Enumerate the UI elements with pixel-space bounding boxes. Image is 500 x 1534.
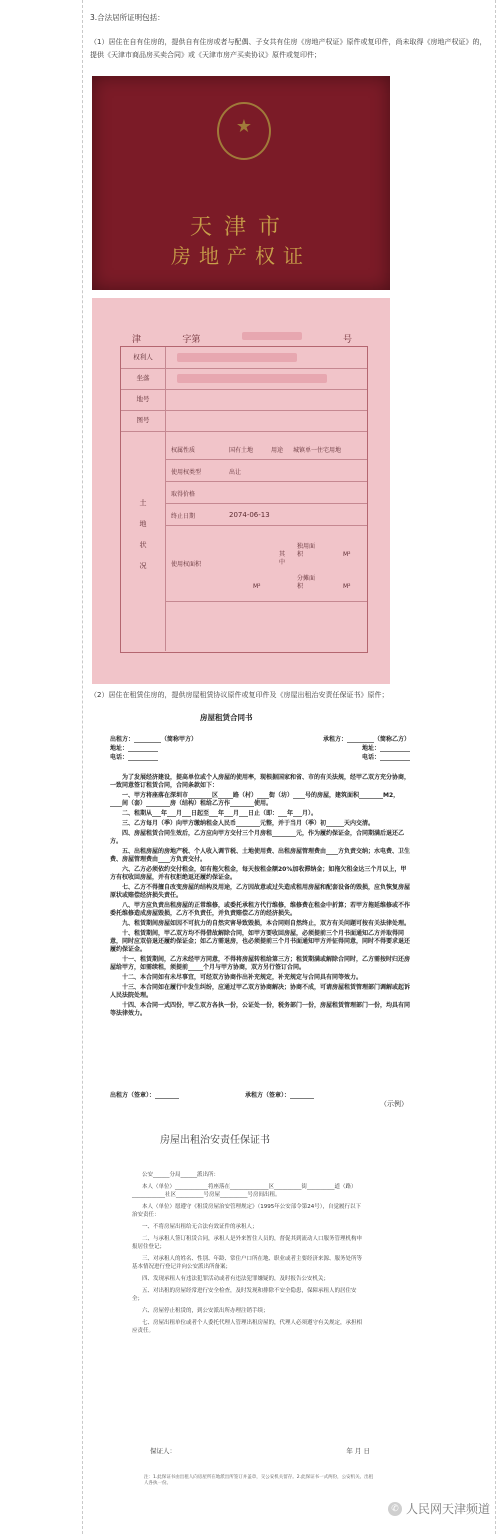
pledge-title: 房屋出租治安责任保证书: [160, 1135, 270, 1146]
guarantor-label: 保证人：: [150, 1447, 176, 1455]
divider: [165, 481, 367, 482]
clause: 九、租赁期间房屋如因不可抗力的自然灾害导致毁损，本合同则自然终止，双方有关问题可按有关法律处理。: [122, 920, 411, 927]
contract-title: 房屋租赁合同书: [200, 713, 253, 722]
pledge-paragraph: 本人（单位）____________将座落在______________区__________街__________道（路）____________社区__________号房屋__________号房间出租。: [132, 1184, 357, 1198]
label-owner: 权利人: [121, 347, 166, 368]
row-map: [121, 410, 367, 432]
national-emblem-icon: ★: [217, 102, 271, 160]
label-price: 取得价格: [171, 491, 196, 498]
section-title: 3.合法居所证明包括：: [90, 13, 165, 22]
redacted-owner: [177, 353, 297, 362]
label-of-which: 其中: [279, 551, 286, 566]
contract-preamble: 为了发展经济建设，提高单位或个人房屋的使用率，现根据国家和省、市的有关法规，经甲乙双方充分协商，一致同意签订租赁合同，合同条款如下：: [110, 774, 411, 789]
certificate-table: [120, 346, 368, 653]
pledge-paragraph: 七、房屋出租单位或者个人委托代理人管理出租房屋的，代理人必须遵守有关规定，承担相应责任。: [132, 1320, 363, 1334]
row-location: [121, 368, 367, 390]
pledge-paragraph: 一、不将房屋出租给无合法有效证件的承租人；: [142, 1224, 258, 1230]
property-certificate-cover-image: [92, 76, 390, 290]
pledge-paragraph: 三、对承租人的姓名、性别、年龄、常住户口所在地、职业或者主要经济来源、服务处所等基本情况进行登记并向公安派出所备案；: [132, 1256, 363, 1270]
divider: [165, 525, 367, 526]
clause: 十、租赁期间，甲乙双方均不得借故解除合同，如甲方要收回房屋，必须提前三个月书面通知乙方并取得同意，同时应双倍退还履约保证金；如乙方需退房，也必须提前三个月书面通知甲方并征得同意，同时不得要求退还履约保证金。: [110, 930, 411, 953]
contract-parties: [110, 736, 410, 763]
clause: 七、乙方不得擅自改变房屋的结构及用途，乙方因故意或过失造成租用房屋和配套设备的毁损，应负恢复房屋原状或赔偿经济损失责任。: [110, 884, 411, 899]
clause: 二、租期从___年___月___日起至___年___月___日止（即：___年___月）。: [122, 810, 318, 817]
sign-lessee: 承租方（签章）：________: [245, 1092, 315, 1099]
watermark-text: 人民网天津频道: [405, 1502, 490, 1516]
lessee-phone: 电话：__________: [361, 754, 410, 761]
value-nature: 国有土地: [229, 447, 254, 454]
clause: 一、甲方将座落在深圳市________区_____路（村）____街（坊）____号的房屋，建筑面积________M2，____间（套）________房（结构）租给乙方作________使用。: [110, 792, 400, 807]
contract-clauses: [110, 774, 410, 1020]
label-type: 使用权类型: [171, 469, 202, 476]
unit-shared: M²: [343, 583, 351, 590]
sign-lessor: 出租方（签章）：________: [110, 1092, 180, 1099]
lessor-address: 地址：__________: [110, 745, 159, 752]
clause: 十一、租赁期间，乙方未经甲方同意，不得将房屋转租给第三方；租赁期满或解除合同时，乙方需按时归还房屋给甲方，如需续租，须提前_____个月与甲方协商，双方另行签订合同。: [110, 956, 411, 971]
contract-signatures: [110, 1092, 420, 1100]
clause: 六、乙方必须依约交付租金，如有拖欠租金，每天按租金额20%加收滞纳金；如拖欠租金达三个月以上，甲方有权收回房屋，并有权拒绝返还履约保证金。: [110, 866, 407, 881]
pledge-paragraph: 二、与承租人签订租赁合同，承租人是外来暂住人员的，督促其到流动人口服务管理机构申报居住登记；: [132, 1236, 363, 1250]
value-end-date: 2074-06-13: [229, 511, 270, 519]
pledge-paragraph: 公安______分局______派出所：: [142, 1172, 220, 1178]
redacted-number: [242, 332, 302, 340]
row-owner: [121, 347, 367, 369]
pledge-paragraph: 六、房屋停止租赁的，到公安派出所办理注销手续；: [142, 1308, 269, 1314]
label-use: 用途: [271, 447, 284, 454]
owned-housing-paragraph: （1）居住在自有住房的，提供自有住房或者与配偶、子女共有住房《房地产权证》原件或复印件，尚未取得《房地产权证》的，提供《天津市商品房买卖合同》或《天津市房产买卖协议》原件或复印件；: [90, 38, 487, 59]
clause: 三、乙方每月（季）向甲方缴纳租金人民币________元整，并于当月（季）初______天内交清。: [122, 820, 375, 827]
rental-housing-paragraph: （2）居住在租赁住房的，提供房屋租赁协议原件或复印件及《房屋出租治安责任保证书》原件；: [90, 691, 389, 699]
label-shared-area: 分摊面积: [297, 575, 316, 590]
example-note: （示例）: [380, 1100, 408, 1108]
lessor-phone: 电话：__________: [110, 754, 159, 761]
pledge-date: 年 月 日: [346, 1447, 370, 1455]
label-area: 使用权面积: [171, 561, 202, 568]
property-certificate-page-image: [92, 298, 390, 684]
value-type: 出让: [229, 469, 242, 476]
unit-exclusive: M²: [343, 551, 351, 558]
label-end-date: 终止日期: [171, 513, 196, 520]
pledge-signature: [150, 1447, 370, 1455]
clause: 十三、本合同如在履行中发生纠纷，应通过甲乙双方协商解决；协商不成，可请房屋租赁管理部门调解或起诉人民法院处理。: [110, 984, 411, 999]
wechat-icon: ✆: [388, 1502, 402, 1516]
rental-contract-image: [90, 708, 416, 1108]
cover-title-text: 房地产权证: [171, 244, 311, 268]
cover-city-text: 天津市: [189, 215, 292, 240]
clause: 十四、本合同一式四份，甲乙双方各执一份，公证处一份，税务部门一份，房屋租赁管理部门一份，均具有同等法律效力。: [110, 1002, 411, 1017]
clause: 四、房屋租赁合同生效后，乙方应向甲方交付三个月房租________元，作为履约保证金，合同期满后退还乙方。: [110, 830, 405, 845]
label-map: 图号: [121, 410, 166, 431]
pledge-body: [132, 1171, 366, 1339]
label-exclusive-area: 独用面积: [297, 543, 316, 558]
cert-word: 字第: [182, 335, 201, 345]
clause: 八、甲方应负责出租房屋的正常维修，或委托承租方代行维修，维修费在租金中折算；若甲方拖延维修或不作委托维修造成房屋毁损，乙方不负责任，并负责赔偿乙方的经济损失。: [110, 902, 411, 917]
pledge-paragraph: 本人（单位）愿遵守《租赁房屋治安管理规定》（1995年公安部令第24号），自觉履行以下治安责任：: [132, 1204, 361, 1218]
site-watermark: [388, 1500, 490, 1517]
clause: 五、出租房屋的房地产税、个人收入调节税、土地使用费、出租房屋管理费由____方负责交纳；水电费、卫生费、房屋管理费由____方负责交付。: [110, 848, 411, 863]
label-nature: 权属性质: [171, 447, 196, 454]
label-location: 坐落: [121, 368, 166, 389]
value-use: 城镇单一住宅用地: [293, 447, 342, 454]
unit-total: M²: [253, 583, 261, 590]
certificate-number-line: [132, 332, 352, 345]
lessee-address: 地址：__________: [361, 745, 410, 752]
redacted-location: [177, 374, 327, 383]
lessee-line: 承租方：_________（简称乙方）: [322, 736, 410, 743]
lessor-line: 出租方：_________（简称甲方）: [110, 736, 198, 743]
cert-suffix: 号: [342, 335, 352, 345]
row-lot: [121, 389, 367, 411]
clause: 十二、本合同如有未尽事宜，可经双方协商作出补充规定，补充规定与合同具有同等效力。: [122, 974, 363, 981]
pledge-paragraph: 四、发现承租人有违法犯罪活动或者有违法犯罪嫌疑的，及时报告公安机关；: [142, 1276, 330, 1282]
divider: [165, 503, 367, 504]
divider: [165, 459, 367, 460]
pledge-paragraph: 五、对出租的房屋经常进行安全检查，及时发现和排除不安全隐患，保障承租人的居住安全；: [132, 1288, 357, 1302]
pledge-notes: 注：1.此保证书由出租人向房屋所在地派出所签订并盖章，交公安机关留存。2.此保证书一式两份，公安机关、出租人各执一份。: [144, 1475, 374, 1486]
divider: [165, 601, 367, 602]
security-pledge-image: [130, 1125, 374, 1495]
cert-prefix: 津: [132, 335, 142, 345]
label-land-status: 土地状况: [121, 431, 166, 651]
label-lot: 地号: [121, 389, 166, 410]
